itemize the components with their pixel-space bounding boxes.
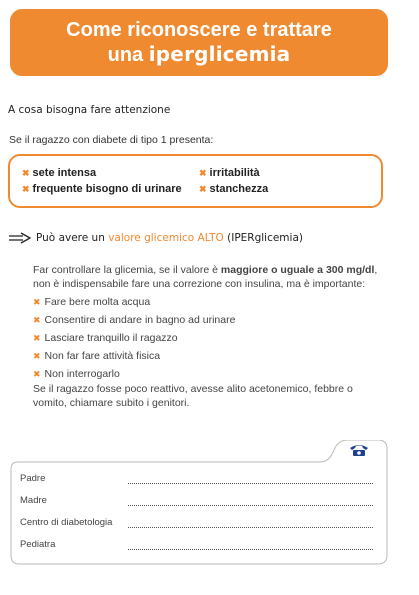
x-mark-icon: ✖ — [33, 333, 41, 343]
x-mark-icon: ✖ — [33, 351, 41, 361]
list-item: ✖ Consentire di andare in bagno ad urinare — [33, 314, 236, 326]
contact-field[interactable] — [128, 541, 373, 550]
contact-row-centro: Centro di diabetologia — [20, 517, 373, 528]
x-mark-icon: ✖ — [22, 184, 30, 194]
section-heading-high-glucose — [8, 232, 303, 244]
instruction-paragraph: Far controllare la glicemia, se il valore è maggiore o uguale a 300 mg/dl, non è indispensabile fare una correzione con insulina, ma è importante: — [33, 264, 378, 290]
contact-row-padre: Padre — [20, 473, 373, 484]
title-brand: iperglicemia — [148, 42, 291, 66]
section-heading-attention: A cosa bisogna fare attenzione — [8, 104, 171, 116]
x-mark-icon: ✖ — [33, 297, 41, 307]
glucose-threshold: maggiore o uguale a 300 mg/dl — [220, 264, 375, 276]
list-item: ✖ Non interrogarlo — [33, 368, 120, 380]
symptoms-box — [8, 154, 383, 208]
list-item: ✖ Non far fare attività fisica — [33, 350, 161, 362]
x-mark-icon: ✖ — [22, 168, 30, 178]
title-prefix: una — [107, 44, 144, 66]
symptom-item: ✖ stanchezza — [199, 183, 269, 195]
x-mark-icon: ✖ — [33, 369, 41, 379]
list-item: ✖ Lasciare tranquillo il ragazzo — [33, 332, 178, 344]
action-list — [33, 293, 235, 383]
title-line-1: Come riconoscere e trattare — [66, 19, 332, 41]
contact-row-pediatra: Pediatra — [20, 539, 373, 550]
symptom-item: ✖ sete intensa — [22, 167, 97, 179]
x-mark-icon: ✖ — [199, 184, 207, 194]
title-banner — [10, 9, 388, 76]
symptom-item: ✖ frequente bisogno di urinare — [22, 183, 182, 195]
x-mark-icon: ✖ — [33, 315, 41, 325]
heading-highlight: valore glicemico ALTO — [108, 232, 224, 244]
list-item: ✖ Fare bere molta acqua — [33, 296, 151, 308]
intro-text: Se il ragazzo con diabete di tipo 1 presenta: — [9, 134, 214, 146]
telephone-icon — [349, 443, 369, 457]
hand-drawn-arrow-icon — [8, 232, 32, 244]
contact-field[interactable] — [128, 519, 373, 528]
contact-row-madre: Madre — [20, 495, 373, 506]
contact-field[interactable] — [128, 497, 373, 506]
contacts-box — [10, 440, 388, 565]
contact-field[interactable] — [128, 475, 373, 484]
x-mark-icon: ✖ — [199, 168, 207, 178]
title-line-2 — [108, 42, 291, 67]
heading-suffix: (IPERglicemia) — [227, 232, 303, 244]
emergency-paragraph: Se il ragazzo fosse poco reattivo, avesse alito acetonemico, febbre o vomito, chiamare subito i genitori. — [33, 383, 353, 409]
symptom-item: ✖ irritabilità — [199, 167, 260, 179]
heading-prefix: Può avere un — [36, 232, 105, 244]
